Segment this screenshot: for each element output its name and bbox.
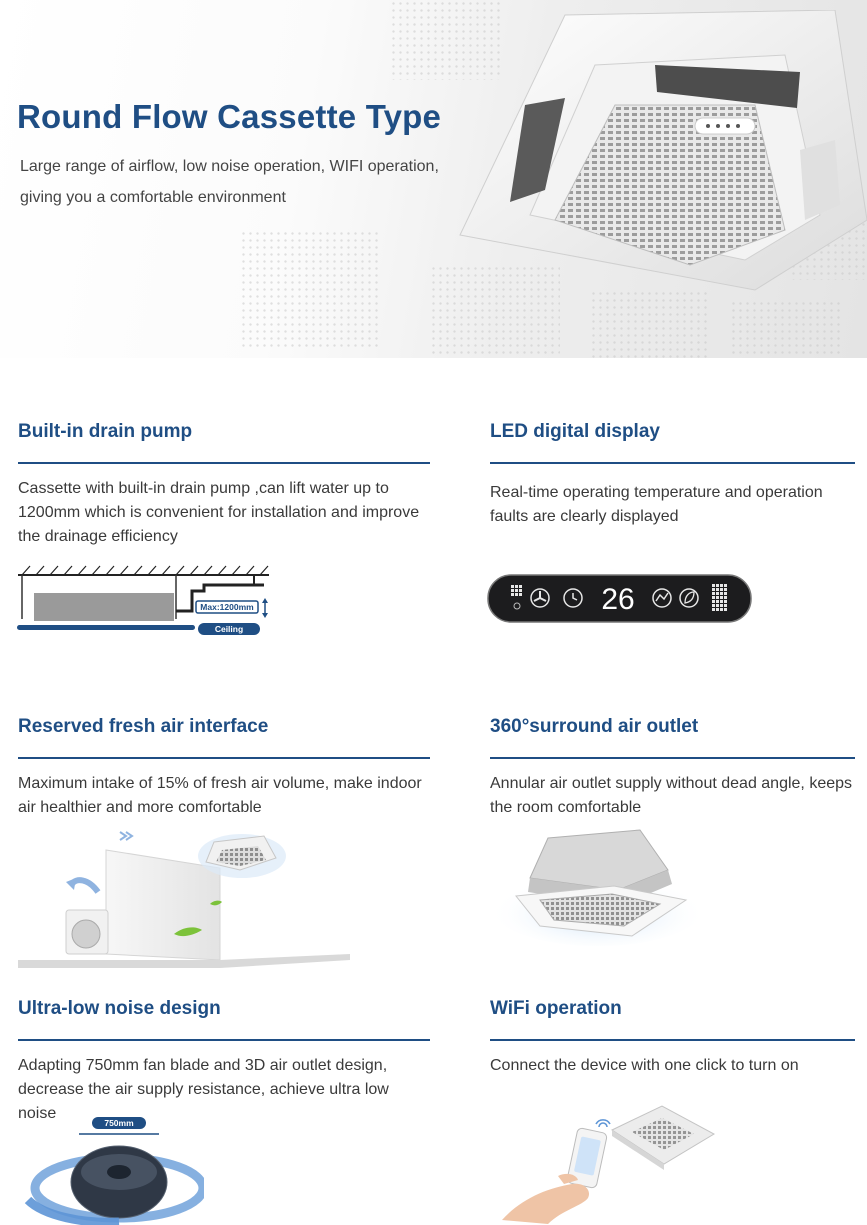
feature-fresh-air [18,716,430,820]
wifi-operation-illustration [492,1100,732,1225]
feature-title: LED digital display [490,421,660,442]
feature-wifi [490,998,855,1078]
divider [18,1039,430,1041]
feature-description: Annular air outlet supply without dead angle, keeps the room comfortable [490,775,853,816]
max-height-label: Max:1200mm [200,602,254,612]
fresh-air-illustration [14,822,354,968]
hero-description: Large range of airflow, low noise operation, WIFI operation, giving you a comfortable environment [20,158,439,206]
surround-outlet-illustration [490,826,710,948]
wifi-icon [596,1120,610,1127]
feature-title: Built-in drain pump [18,421,193,442]
divider [490,757,855,759]
ceiling-label: Ceiling [214,624,244,634]
feature-description: Maximum intake of 15% of fresh air volume, make indoor air healthier and more comfortable [18,775,422,816]
feature-description: Adapting 750mm fan blade and 3D air outlet design, decrease the air supply resistance, achieve ultra low noise [18,1057,389,1122]
fan-blade-illustration [24,1116,204,1225]
cassette-unit-image [455,10,867,295]
divider [18,757,430,759]
drain-pump-diagram [14,563,274,637]
divider [490,1039,855,1041]
divider [490,462,855,464]
feature-description: Real-time operating temperature and operation faults are clearly displayed [490,484,823,525]
ceiling-tile [240,230,380,350]
page-title: Round Flow Cassette Type [17,98,442,135]
feature-low-noise [18,998,430,1126]
feature-led-display [490,421,855,529]
feature-title: Ultra-low noise design [18,998,221,1019]
feature-description: Cassette with built-in drain pump ,can lift water up to 1200mm which is convenient for installation and improve the drainage efficiency [18,480,420,545]
feature-surround-outlet [490,716,855,820]
divider [18,462,430,464]
hero-banner [0,0,867,358]
feature-title: Reserved fresh air interface [18,716,269,737]
feature-drain-pump [18,421,430,549]
feature-description: Connect the device with one click to turn on [490,1057,799,1074]
feature-title: WiFi operation [490,998,622,1019]
fan-size-label: 750mm [104,1118,134,1128]
temperature-readout: 26 [601,583,635,616]
ceiling-tile [730,300,840,358]
fresh-air-arrow-icon [120,832,132,840]
return-arrow-icon [66,878,98,892]
ceiling-tile [590,290,710,358]
led-display-panel [487,573,753,625]
feature-title: 360°surround air outlet [490,716,699,737]
